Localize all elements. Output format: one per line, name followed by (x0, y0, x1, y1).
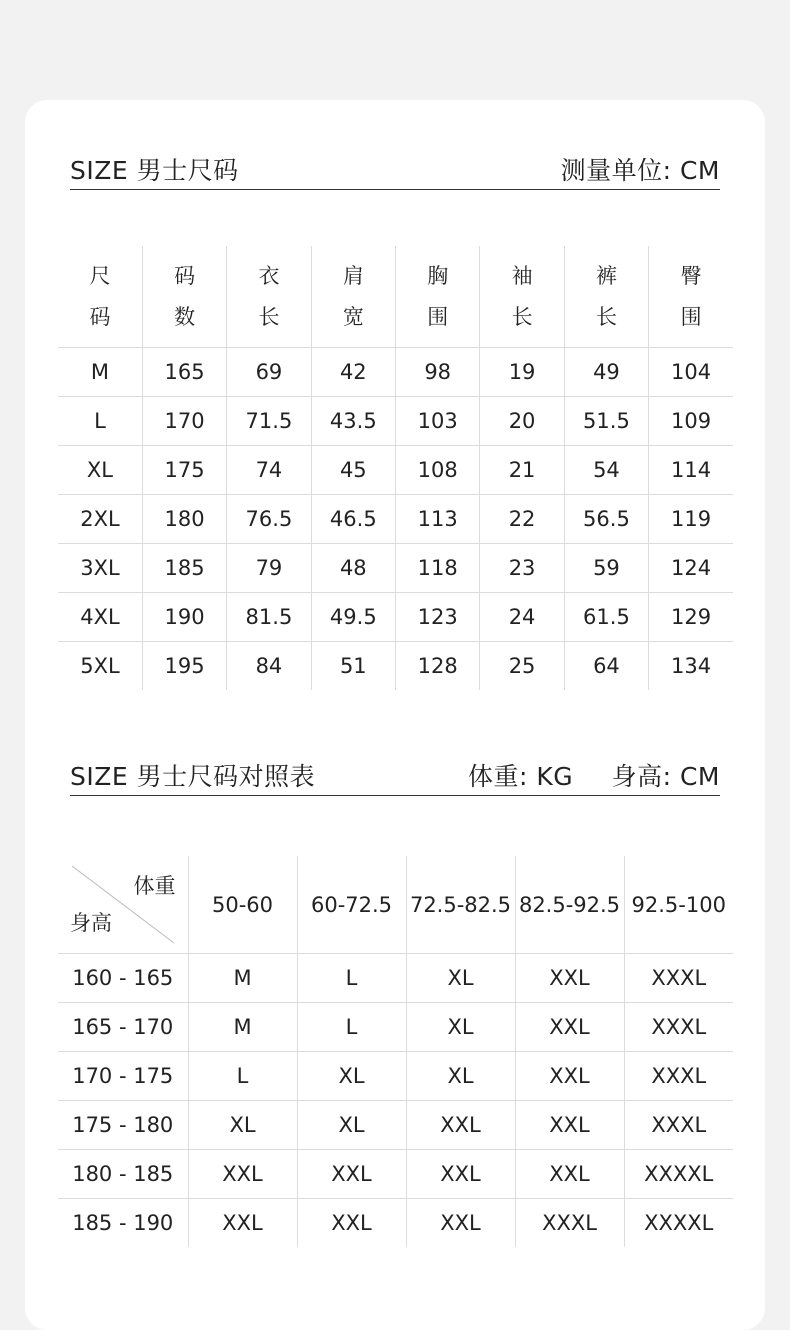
measurement-cell: 43.5 (311, 397, 395, 446)
measurement-cell: 190 (142, 593, 226, 642)
table-row (58, 446, 733, 495)
size-label-cell: M (58, 348, 142, 397)
header-char: 长 (258, 304, 280, 329)
header-char: 长 (595, 304, 617, 329)
header-char: 围 (680, 304, 702, 329)
measurement-cell: 56.5 (564, 495, 648, 544)
size-label-cell: 5XL (58, 642, 142, 691)
measurement-cell: 49 (564, 348, 648, 397)
corner-height-label: 身高 (70, 911, 112, 935)
measurement-cell: 59 (564, 544, 648, 593)
table-row (58, 348, 733, 397)
header-char: 臀 (680, 263, 702, 288)
recommended-size-cell: XL (188, 1101, 297, 1150)
measurement-cell: 118 (396, 544, 480, 593)
table-row (58, 1150, 733, 1199)
recommended-size-cell: XXXXL (624, 1199, 733, 1248)
section1-header (70, 149, 720, 190)
size-label-cell: 4XL (58, 593, 142, 642)
weight-range-header: 72.5-82.5 (406, 856, 515, 954)
recommended-size-cell: XXXL (624, 1101, 733, 1150)
recommended-size-cell: L (297, 954, 406, 1003)
header-char: 胸 (427, 263, 449, 288)
recommended-size-cell: L (297, 1003, 406, 1052)
measurement-cell: 170 (142, 397, 226, 446)
measurement-cell: 119 (649, 495, 733, 544)
measurement-cell: 71.5 (227, 397, 311, 446)
measurement-cell: 104 (649, 348, 733, 397)
measurement-cell: 24 (480, 593, 564, 642)
header-char: 肩 (342, 263, 364, 288)
size-table-header-cell (564, 246, 648, 348)
measurement-cell: 84 (227, 642, 311, 691)
header-char: 袖 (511, 263, 533, 288)
section2-units (468, 757, 720, 793)
recommended-size-cell: XXL (515, 954, 624, 1003)
header-char: 裤 (595, 263, 617, 288)
corner-weight-label: 体重 (133, 874, 176, 898)
measurement-cell: 129 (649, 593, 733, 642)
size-table-header-cell (480, 246, 564, 348)
table-row (58, 593, 733, 642)
recommended-size-cell: XXL (297, 1199, 406, 1248)
weight-range-header: 82.5-92.5 (515, 856, 624, 954)
size-conversion-table (58, 856, 733, 1247)
measurement-cell: 134 (649, 642, 733, 691)
conversion-header-row (58, 856, 733, 954)
recommended-size-cell: M (188, 954, 297, 1003)
section2-header (70, 755, 720, 796)
measurement-cell: 42 (311, 348, 395, 397)
size-table-header-cell (396, 246, 480, 348)
measurement-cell: 185 (142, 544, 226, 593)
measurement-cell: 21 (480, 446, 564, 495)
measurement-cell: 81.5 (227, 593, 311, 642)
table-row (58, 544, 733, 593)
measurement-cell: 98 (396, 348, 480, 397)
table-row (58, 1052, 733, 1101)
measurement-cell: 61.5 (564, 593, 648, 642)
header-char: 宽 (342, 304, 364, 329)
recommended-size-cell: M (188, 1003, 297, 1052)
table-row (58, 1101, 733, 1150)
header-char: 长 (511, 304, 533, 329)
recommended-size-cell: XL (297, 1052, 406, 1101)
recommended-size-cell: XXL (188, 1199, 297, 1248)
measurement-cell: 128 (396, 642, 480, 691)
recommended-size-cell: XXL (515, 1150, 624, 1199)
size-table-header-cell (649, 246, 733, 348)
height-range-cell: 160 - 165 (58, 954, 188, 1003)
size-table-header-cell (311, 246, 395, 348)
measurement-cell: 23 (480, 544, 564, 593)
header-char: 数 (174, 304, 196, 329)
section2-title: SIZE 男士尺码对照表 (70, 762, 316, 791)
measurement-cell: 64 (564, 642, 648, 691)
weight-unit: 体重: KG (468, 762, 574, 791)
recommended-size-cell: XXL (188, 1150, 297, 1199)
size-table-header-cell (227, 246, 311, 348)
recommended-size-cell: XL (297, 1101, 406, 1150)
height-range-cell: 165 - 170 (58, 1003, 188, 1052)
measurement-cell: 180 (142, 495, 226, 544)
corner-header-cell (58, 856, 188, 954)
table-row (58, 1199, 733, 1248)
table-row (58, 954, 733, 1003)
recommended-size-cell: XXL (515, 1003, 624, 1052)
recommended-size-cell: XXXL (624, 954, 733, 1003)
recommended-size-cell: XXL (297, 1150, 406, 1199)
table-row (58, 397, 733, 446)
measurement-cell: 51.5 (564, 397, 648, 446)
measurement-cell: 25 (480, 642, 564, 691)
table-row (58, 642, 733, 691)
measurement-cell: 69 (227, 348, 311, 397)
weight-range-header: 50-60 (188, 856, 297, 954)
size-table-header-cell (142, 246, 226, 348)
table-row (58, 495, 733, 544)
height-range-cell: 175 - 180 (58, 1101, 188, 1150)
section1-unit: 测量单位: CM (560, 156, 720, 185)
recommended-size-cell: XXL (406, 1101, 515, 1150)
measurement-cell: 114 (649, 446, 733, 495)
header-char: 码 (89, 304, 111, 329)
section1-title: SIZE 男士尺码 (70, 156, 239, 185)
size-table-header-row (58, 246, 733, 348)
header-char: 衣 (258, 263, 280, 288)
table-row (58, 1003, 733, 1052)
header-char: 围 (427, 304, 449, 329)
recommended-size-cell: XXL (515, 1052, 624, 1101)
size-table-header-cell (58, 246, 142, 348)
measurement-cell: 51 (311, 642, 395, 691)
height-unit: 身高: CM (611, 762, 720, 791)
size-label-cell: XL (58, 446, 142, 495)
measurement-cell: 19 (480, 348, 564, 397)
size-measurement-table (58, 246, 733, 690)
measurement-cell: 124 (649, 544, 733, 593)
recommended-size-cell: XL (406, 1003, 515, 1052)
measurement-cell: 54 (564, 446, 648, 495)
measurement-cell: 46.5 (311, 495, 395, 544)
measurement-cell: 195 (142, 642, 226, 691)
measurement-cell: 123 (396, 593, 480, 642)
weight-range-header: 60-72.5 (297, 856, 406, 954)
measurement-cell: 74 (227, 446, 311, 495)
measurement-cell: 165 (142, 348, 226, 397)
recommended-size-cell: XXXL (624, 1003, 733, 1052)
recommended-size-cell: XXXL (624, 1052, 733, 1101)
size-label-cell: L (58, 397, 142, 446)
measurement-cell: 108 (396, 446, 480, 495)
measurement-cell: 175 (142, 446, 226, 495)
measurement-cell: 20 (480, 397, 564, 446)
weight-range-header: 92.5-100 (624, 856, 733, 954)
header-char: 尺 (89, 263, 111, 288)
recommended-size-cell: L (188, 1052, 297, 1101)
measurement-cell: 103 (396, 397, 480, 446)
height-range-cell: 185 - 190 (58, 1199, 188, 1248)
measurement-cell: 48 (311, 544, 395, 593)
height-range-cell: 180 - 185 (58, 1150, 188, 1199)
recommended-size-cell: XXXL (515, 1199, 624, 1248)
recommended-size-cell: XL (406, 954, 515, 1003)
measurement-cell: 76.5 (227, 495, 311, 544)
recommended-size-cell: XXL (406, 1150, 515, 1199)
recommended-size-cell: XXL (406, 1199, 515, 1248)
size-label-cell: 3XL (58, 544, 142, 593)
measurement-cell: 113 (396, 495, 480, 544)
header-char: 码 (174, 263, 196, 288)
recommended-size-cell: XXXXL (624, 1150, 733, 1199)
measurement-cell: 22 (480, 495, 564, 544)
recommended-size-cell: XL (406, 1052, 515, 1101)
recommended-size-cell: XXL (515, 1101, 624, 1150)
measurement-cell: 109 (649, 397, 733, 446)
size-label-cell: 2XL (58, 495, 142, 544)
measurement-cell: 79 (227, 544, 311, 593)
measurement-cell: 49.5 (311, 593, 395, 642)
height-range-cell: 170 - 175 (58, 1052, 188, 1101)
measurement-cell: 45 (311, 446, 395, 495)
